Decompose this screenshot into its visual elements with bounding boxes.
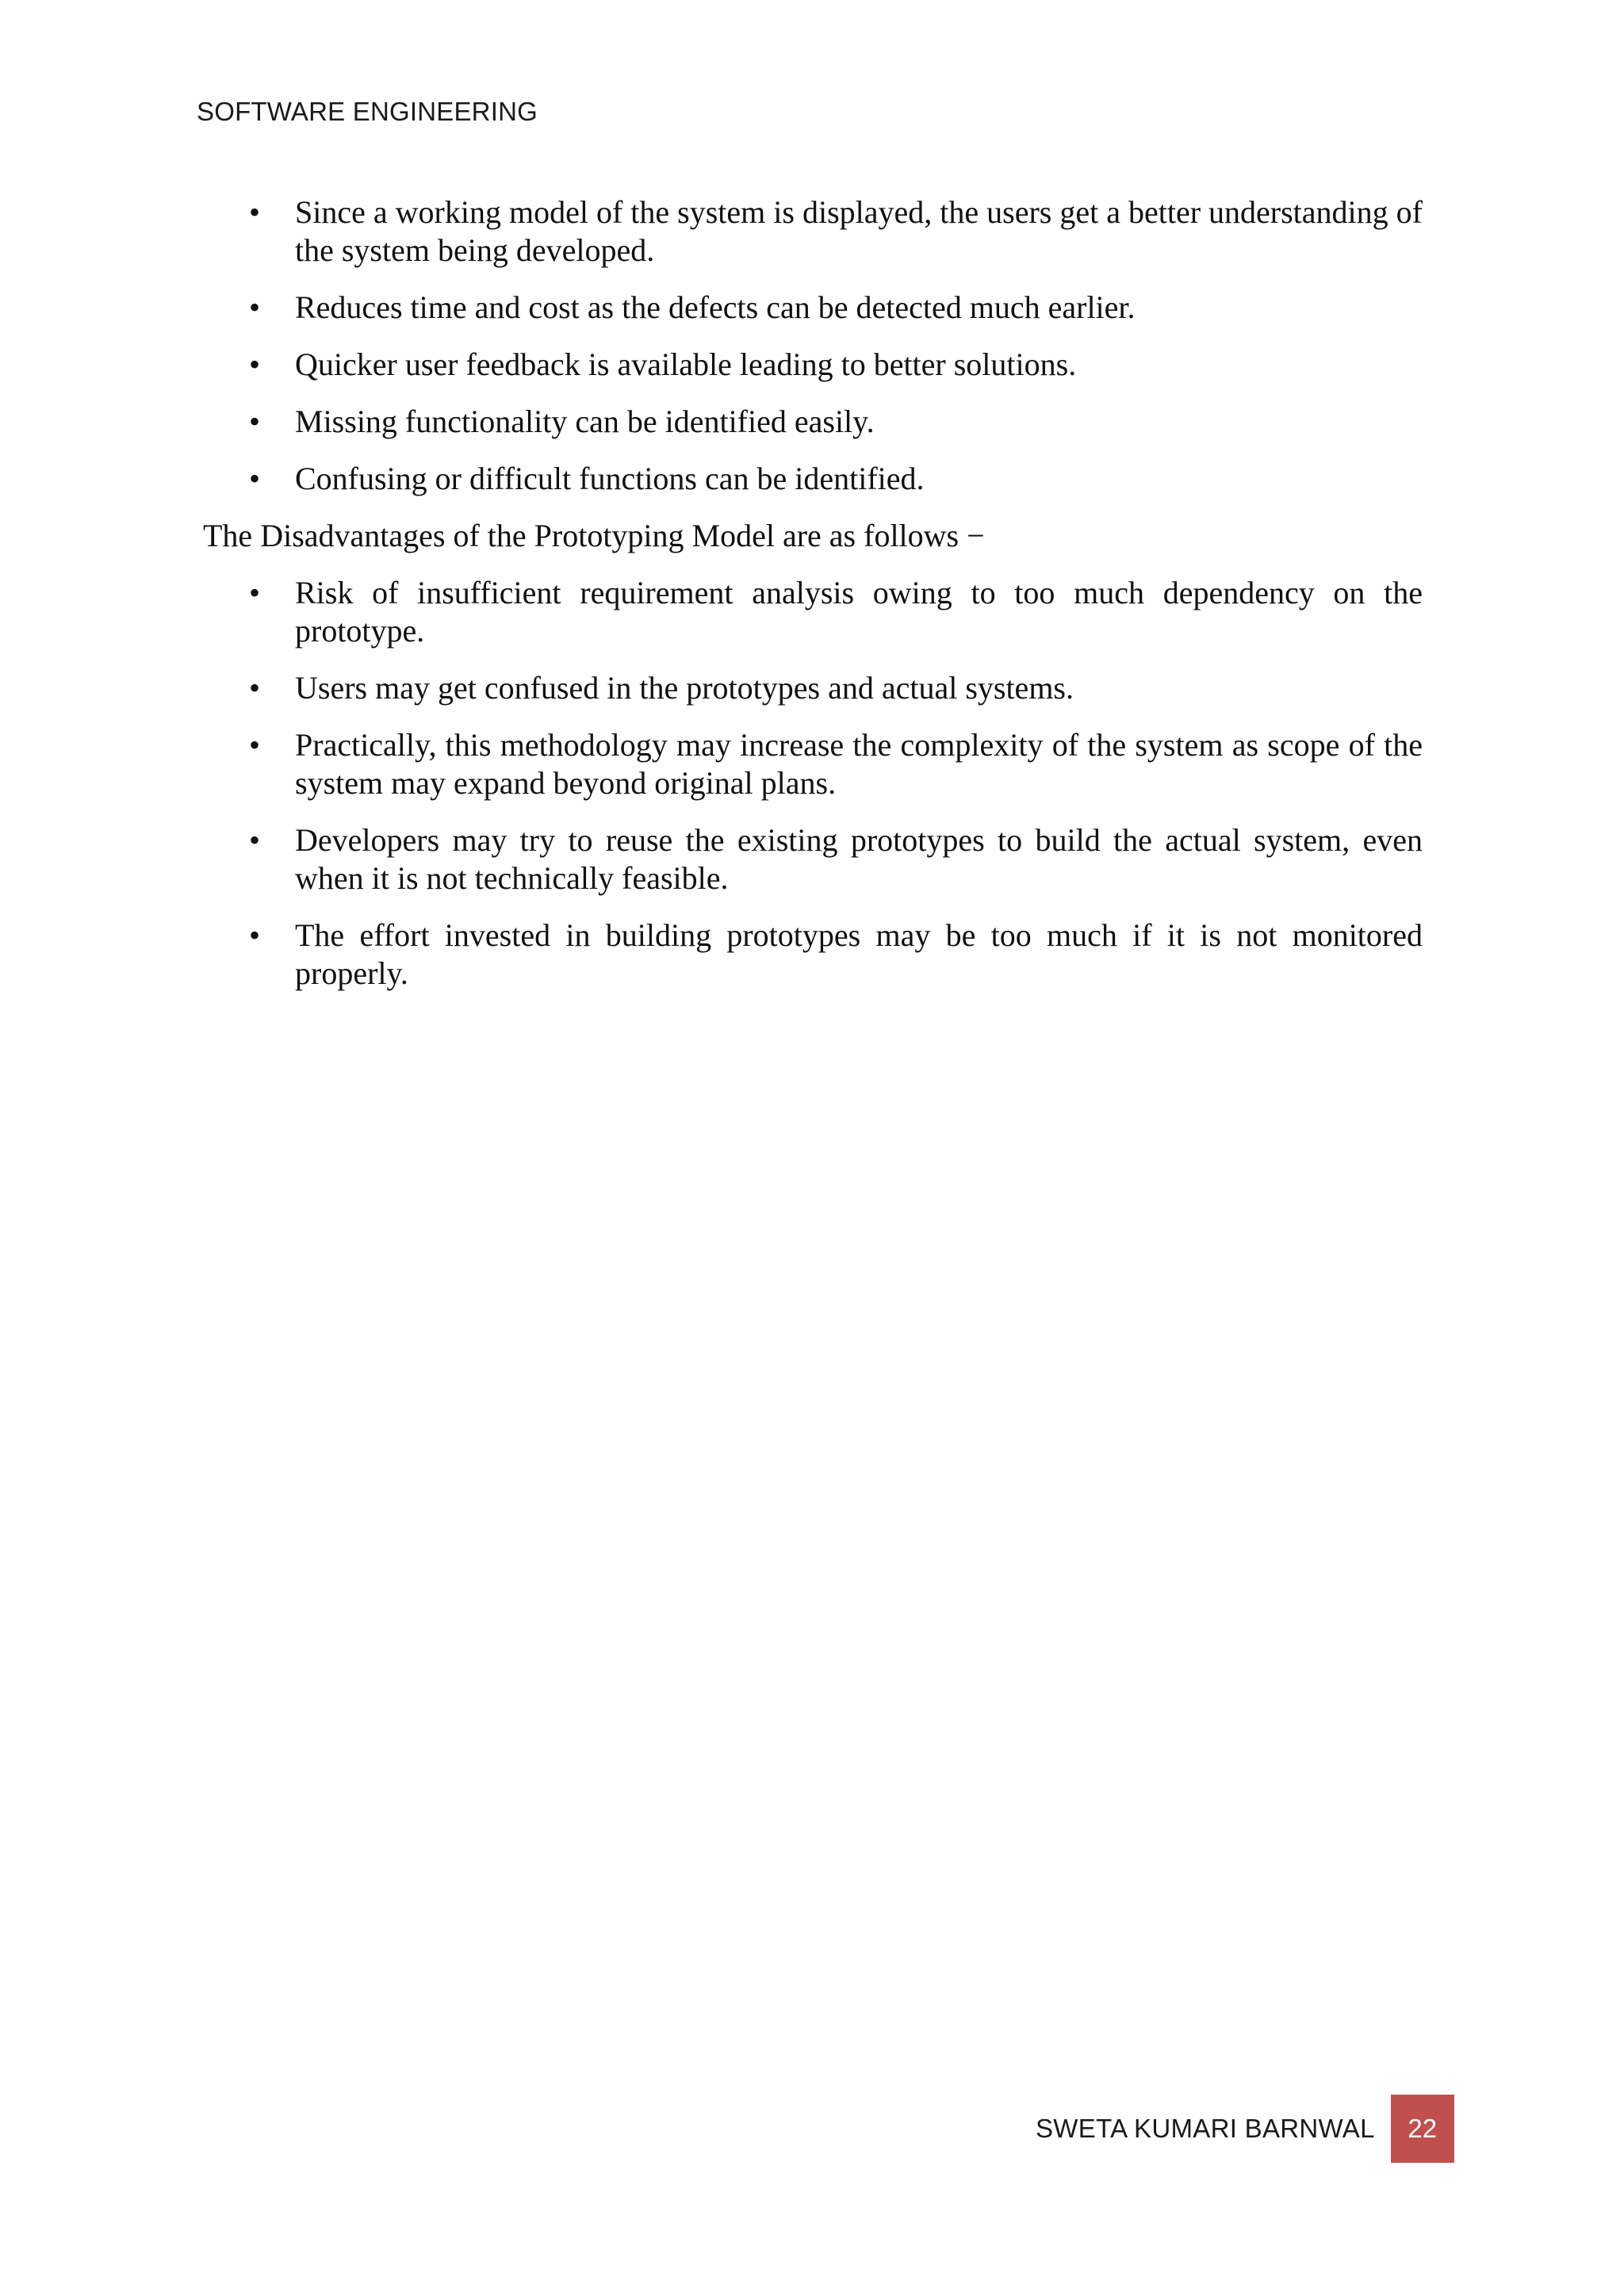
list-item [249, 916, 1423, 993]
bullet-icon: • [249, 346, 261, 382]
list-item-text: Users may get confused in the prototypes and actual systems. [295, 670, 1074, 706]
list-item-text: Confusing or difficult functions can be identified. [295, 461, 925, 496]
page-number-badge: 22 [1391, 2095, 1454, 2163]
bullet-icon: • [249, 670, 261, 706]
bullet-icon: • [249, 404, 261, 439]
running-header: SOFTWARE ENGINEERING [197, 97, 538, 126]
list-item [249, 289, 1423, 327]
author-name: SWETA KUMARI BARNWAL [1036, 2114, 1375, 2143]
bullet-icon: • [249, 575, 261, 610]
list-item [249, 193, 1423, 270]
bullet-icon: • [249, 289, 261, 325]
bullet-icon: • [249, 461, 261, 496]
list-item [249, 669, 1423, 707]
list-item-text: Practically, this methodology may increase the complexity of the system as scope of the system may expand beyond original plans. [295, 727, 1423, 801]
list-item-text: Missing functionality can be identified easily. [295, 404, 875, 439]
list-item-text: Quicker user feedback is available leading to better solutions. [295, 346, 1077, 382]
bullet-icon: • [249, 917, 261, 953]
disadvantages-list [203, 574, 1423, 993]
advantages-list [203, 193, 1423, 498]
bullet-icon: • [249, 194, 261, 230]
list-item-text: Risk of insufficient requirement analysis owing to too much dependency on the prototype. [295, 575, 1423, 649]
list-item [249, 346, 1423, 384]
page-footer [1036, 2095, 1454, 2163]
list-item-text: Since a working model of the system is displayed, the users get a better understanding of the system being developed. [295, 194, 1423, 268]
list-item-text: The effort invested in building prototypes may be too much if it is not monitored properly. [295, 917, 1423, 991]
bullet-icon: • [249, 727, 261, 763]
bullet-icon: • [249, 822, 261, 858]
list-item [249, 726, 1423, 802]
list-item [249, 821, 1423, 897]
list-item [249, 574, 1423, 650]
list-item-text: Developers may try to reuse the existing prototypes to build the actual system, even when it is not technically feasible. [295, 822, 1423, 896]
page-body [203, 193, 1423, 1012]
list-item-text: Reduces time and cost as the defects can be detected much earlier. [295, 289, 1136, 325]
list-item [249, 460, 1423, 498]
disadvantages-intro: The Disadvantages of the Prototyping Model are as follows − [203, 518, 985, 553]
list-item [249, 403, 1423, 441]
